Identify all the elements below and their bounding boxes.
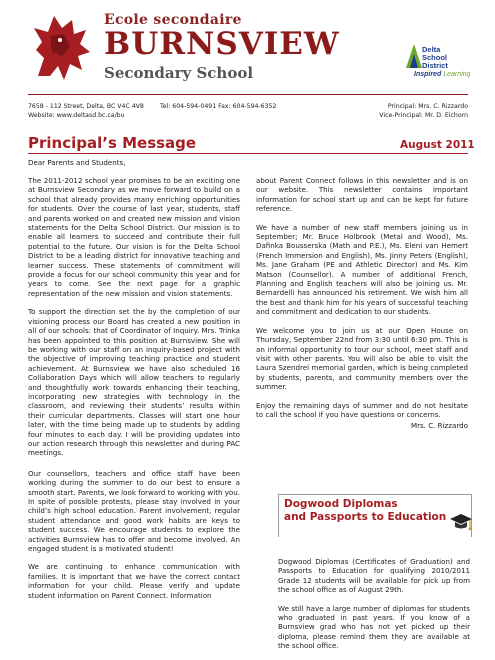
signature: Mrs. C. Rizzardo xyxy=(410,421,468,431)
district-name: Delta School District xyxy=(422,45,448,70)
district-tagline: Inspired Learning xyxy=(414,71,471,78)
dogwood-heading: Dogwood Diplomas and Passports to Education xyxy=(284,498,447,523)
school-name: BURNSVIEW xyxy=(104,26,340,62)
paragraph: The 2011-2012 school year promises to be an exciting one at Burnsview Secondary as we move forward to build on a school that already provides many enriching opportunities for students. Over the course of last year, students, staff and parents worked on and created new mission and vision statements for the Delta School District. Our mission is to enable all learners to succeed and contribute their full potential to the future. Our vision is for the Delta School District to be a leading district for innovative teaching and learner success. These statements of commitment will provide a focus for our school community this year and for years to come. See the next page for a graphic representation of the new mission and vision statements. xyxy=(28,176,240,298)
school-name-french: Ecole secondaire xyxy=(104,12,242,28)
graduation-cap-icon xyxy=(448,510,474,536)
district-logo-icon xyxy=(404,40,424,70)
dogwood-content xyxy=(278,557,470,660)
school-address: 7658 - 112 Street, Delta, BC V4C 4V8 xyxy=(28,103,144,110)
paragraph: To support the direction set the by the completion of our visioning process our Board has created a new position in all of our schools: that of Coordinator of Inquiry. Mrs. Trinka has been appointed to this position at Burnsview. She will be working with our staff on an inquiry-based project with the objective of improving teaching practice and student achievement. At Burnsview we have also scheduled 16 Collaboration Days which will allow teachers to regularly and thoughtfully work towards enhancing their teaching, incorporating new strategies with technology in the classroom, and reviewing their students’ results within their curricular departments. Classes will start one hour later, with the time being made up to students by adding four minutes to each day. I will be providing updates into our action research through this newsletter and during PAC meetings. xyxy=(28,307,240,458)
page-header xyxy=(0,0,495,92)
paragraph: Enjoy the remaining days of summer and do not hesitate to call the school if you have questions or concerns. xyxy=(256,400,468,419)
griffin-crest-icon xyxy=(20,6,104,90)
paragraph: We still have a large number of diplomas for students who graduated in past years. If you know of a Burnsview grad who has not yet picked up their diploma, please remind them they are available at the school office. xyxy=(278,603,470,651)
paragraph: Dogwood Diplomas (Certificates of Graduation) and Passports to Education for qualifying 2010/2011 Grade 12 students will be available for pick up from the school office as of August 29th. xyxy=(278,557,470,595)
paragraph: We are continuing to enhance communication with families. It is important that we have the correct contact information for your child. Please verify and update student information on Parent Connect. Information xyxy=(28,562,240,600)
paragraph: Our counsellors, teachers and office staff have been working during the summer to do our best to ensure a smooth start. Parents, we look forward to working with you. In spite of possible protests, please stay involved in your child’s high school education. Parent involvement, regular student attendance and good work habits are keys to student success. We encourage students to explore the activities Burnsview has to offer and become involved. An engaged student is a motivated student! xyxy=(28,468,241,554)
salutation: Dear Parents and Students, xyxy=(28,158,126,167)
paragraph: We welcome you to join us at our Open House on Thursday, September 22nd from 3:30 until 6:30 pm. This is an informal opportunity to tour our school, meet staff and visit with other parents. You will also be able to visit the Laura Szendrei memorial garden, which is being completed by students, parents, and community members over the summer. xyxy=(256,325,468,392)
header-divider xyxy=(28,94,468,95)
vice-principal-name: Vice-Principal: Mr. D. Eichorn xyxy=(379,112,468,119)
title-divider xyxy=(28,153,468,154)
paragraph: We have a number of new staff members joining us in September; Mr. Bruce Holbrook (Metal and Wood), Ms. Dafinka Bousserska (Math and P.E.), Ms. Eleni van Hemert (French Immersion and English), Ms. Jinny Peters (English), Ms. Jane Graham (PE and Athletic Director) and Ms. Kim Matson (Counsellor). A number of additional French, Planning and English teachers will also be joining us. Mr. Bernardelli has announced his retirement. We wish him all the best and thank him for his years of successful teaching and commitment and dedication to our students. xyxy=(256,222,468,317)
page-title: Principal’s Message xyxy=(28,134,197,152)
right-column xyxy=(256,176,468,431)
school-subtitle: Secondary School xyxy=(104,64,254,82)
school-phone-fax: Tel: 604-594-0491 Fax: 604-594-6352 xyxy=(160,103,277,110)
principal-name: Principal: Mrs. C. Rizzardo xyxy=(387,103,468,110)
left-column xyxy=(28,176,240,609)
newsletter-date: August 2011 xyxy=(400,139,475,151)
school-website[interactable]: Website: www.deltasd.bc.ca/bu xyxy=(28,112,125,119)
paragraph: about Parent Connect follows in this newsletter and is on our website. This newsletter contains important information for school start up and can be kept for future reference. xyxy=(256,176,468,214)
